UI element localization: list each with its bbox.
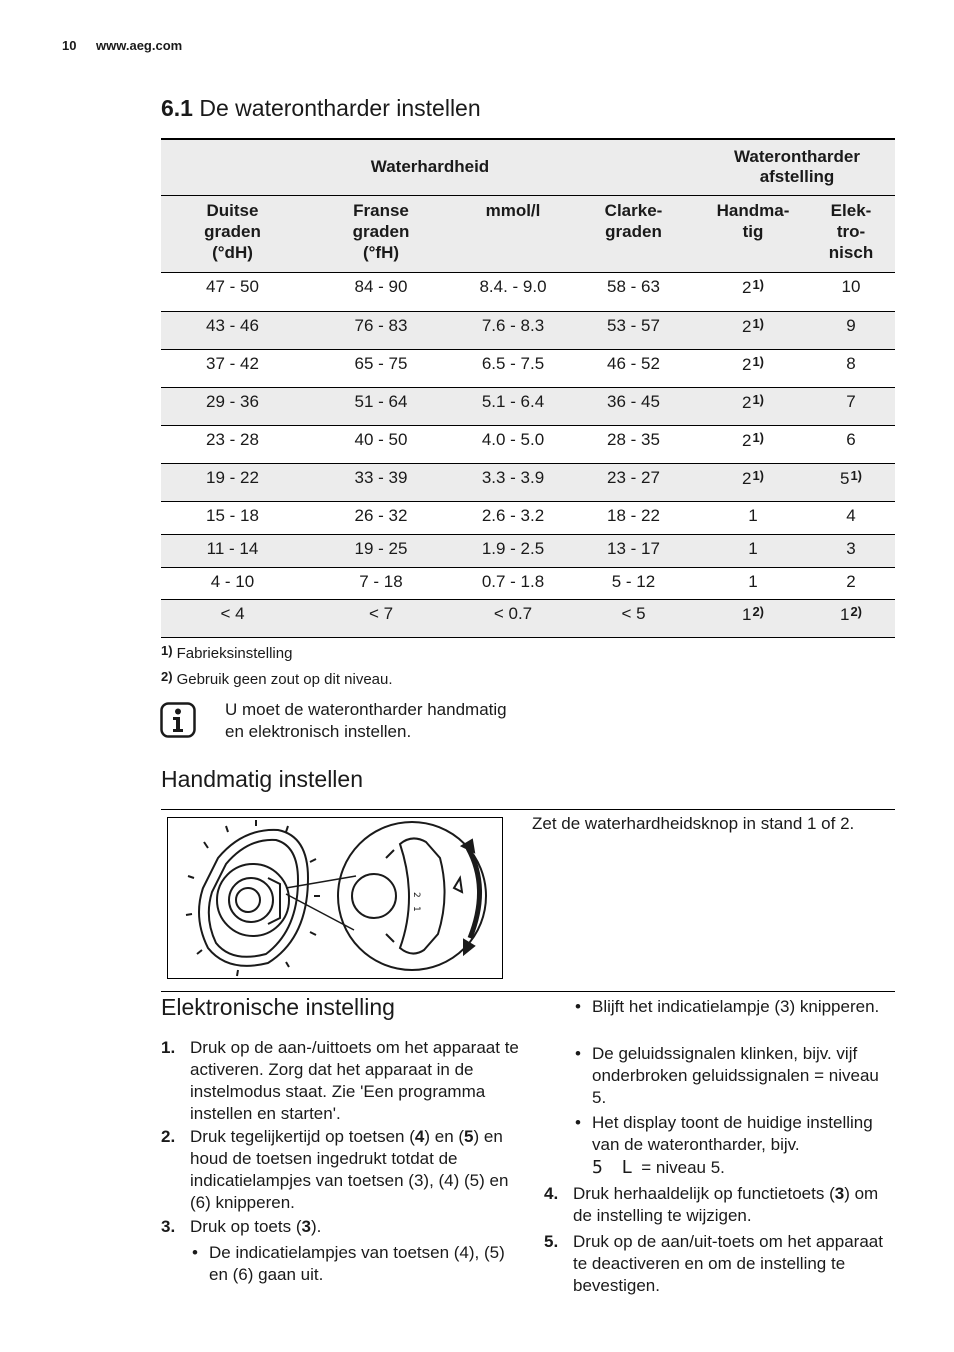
cell-dh (161, 272, 304, 311)
svg-text:1: 1 (411, 906, 421, 912)
cell-value: 5 - 12 (611, 571, 656, 591)
cell-value: 43 - 46 (206, 315, 259, 335)
key-ref: 5 (464, 1127, 474, 1146)
cell-handmatig (699, 311, 807, 349)
bullet-text: De geluidssignalen klinken, bijv. vijf onderbroken geluidssignalen = niveau 5. (592, 1044, 879, 1107)
cell-dh (161, 387, 304, 425)
table-row (161, 463, 895, 501)
cell-value: 4 (846, 505, 856, 525)
cell-value: 19 - 25 (354, 538, 408, 558)
cell-mmol (458, 349, 568, 387)
cell-elektronisch (807, 311, 895, 349)
key-ref: 3 (301, 1217, 311, 1236)
step-1-text: Druk op de aan-/uittoets om het apparaat te activeren. Zorg dat het apparaat in de instelmodus staat. Zie 'Een programma instellen en starten'. (190, 1038, 519, 1123)
softener-dial-illustration (167, 817, 503, 979)
cell-value: 11 - 14 (206, 538, 259, 558)
cell-value: 1.9 - 2.5 (481, 538, 545, 558)
group-header-afstelling: Waterontharder afstelling (699, 139, 895, 195)
cell-elektronisch (807, 272, 895, 311)
section-title (161, 95, 481, 122)
step-text: ) en houd de toetsen ingedrukt totdat de indicatielampjes van toetsen (3), (4) (5) en (6) knipperen. (190, 1127, 509, 1212)
footnote-ref: 1) (752, 429, 765, 445)
cell-clarke (568, 567, 699, 599)
cell-dh (161, 349, 304, 387)
cell-handmatig (699, 567, 807, 599)
display-example (592, 1157, 892, 1179)
cell-dh (161, 567, 304, 599)
cell-value: 7 (846, 391, 856, 411)
cell-handmatig (699, 349, 807, 387)
cell-handmatig (699, 599, 807, 637)
cell-value: 2 (846, 571, 856, 591)
cell-fh (304, 463, 458, 501)
cell-value: 23 - 27 (607, 467, 660, 487)
cell-mmol (458, 534, 568, 567)
section-number: 6.1 (161, 95, 193, 121)
cell-value: 40 - 50 (354, 429, 408, 449)
cell-value: 2 (741, 316, 752, 336)
cell-value: 9 (846, 315, 856, 335)
cell-value: 1 (741, 604, 752, 624)
site-url: www.aeg.com (96, 38, 183, 53)
col-header-dh: Duitse graden (°dH) (161, 195, 304, 272)
cell-mmol (458, 463, 568, 501)
cell-value: 2.6 - 3.2 (481, 505, 545, 525)
col-header-clarke: Clarke- graden (568, 195, 699, 272)
cell-value: 3.3 - 3.9 (481, 467, 545, 487)
cell-value: 58 - 63 (607, 276, 660, 296)
cell-value: 26 - 32 (354, 505, 408, 525)
section-title-text: De waterontharder instellen (199, 95, 481, 121)
cell-value: 36 - 45 (607, 391, 660, 411)
cell-fh (304, 501, 458, 534)
cell-value: < 0.7 (493, 603, 533, 623)
cell-value: 7 - 18 (359, 571, 403, 591)
cell-fh (304, 349, 458, 387)
table-row (161, 599, 895, 637)
cell-value: 10 (841, 276, 861, 296)
cell-value: 1 (748, 505, 758, 525)
footnote-2 (161, 669, 393, 688)
bullet-dot: • (575, 1113, 581, 1132)
cell-value: < 5 (621, 603, 646, 623)
cell-value: 2 (741, 468, 752, 488)
dial-drawing (168, 818, 502, 978)
step-text: Druk herhaaldelijk op functietoets ( (573, 1184, 835, 1203)
cell-elektronisch (807, 425, 895, 463)
cell-value: 5 (839, 468, 850, 488)
info-icon (160, 702, 196, 738)
group-header-waterhardheid: Waterhardheid (161, 139, 699, 195)
cell-clarke (568, 599, 699, 637)
step-text: Druk op toets ( (190, 1217, 302, 1236)
table-row (161, 311, 895, 349)
cell-handmatig (699, 501, 807, 534)
cell-value: 51 - 64 (354, 391, 408, 411)
cell-fh (304, 272, 458, 311)
table-row (161, 425, 895, 463)
cell-elektronisch (807, 501, 895, 534)
bullet-dot: • (575, 997, 581, 1016)
cell-dh (161, 599, 304, 637)
cell-dh (161, 534, 304, 567)
col-header-elektronisch: Elek- tro- nisch (807, 195, 895, 272)
cell-mmol (458, 501, 568, 534)
cell-value: 4.0 - 5.0 (481, 429, 545, 449)
cell-clarke (568, 349, 699, 387)
step-number: 5. (544, 1232, 559, 1251)
cell-value: 1 (748, 538, 758, 558)
bullet-dot: • (192, 1243, 198, 1262)
cell-value: 13 - 17 (607, 538, 660, 558)
key-ref: 4 (414, 1127, 425, 1146)
cell-value: 6.5 - 7.5 (481, 353, 545, 373)
cell-value: 29 - 36 (206, 391, 259, 411)
step-text: Druk tegelijkertijd op toetsen ( (190, 1127, 415, 1146)
cell-value: 33 - 39 (354, 467, 408, 487)
cell-handmatig (699, 425, 807, 463)
bullet-text: Blijft het indicatielampje (3) knipperen. (592, 997, 880, 1016)
cell-mmol (458, 272, 568, 311)
step-text: ) om de instelling te wijzigen. (573, 1184, 879, 1225)
footnote-mark: 2) (161, 669, 173, 684)
footnote-ref: 2) (752, 603, 765, 619)
cell-elektronisch (807, 463, 895, 501)
bullet-dot: • (575, 1044, 581, 1063)
cell-fh (304, 387, 458, 425)
step-text: ). (310, 1217, 322, 1236)
cell-clarke (568, 272, 699, 311)
footnote-ref: 1) (752, 467, 765, 483)
cell-dh (161, 463, 304, 501)
cell-fh (304, 311, 458, 349)
cell-mmol (458, 387, 568, 425)
cell-dh (161, 311, 304, 349)
table-body (161, 272, 895, 637)
page-number: 10 (62, 38, 77, 53)
display-code: 5 L (592, 1157, 637, 1178)
cell-clarke (568, 501, 699, 534)
cell-value: 0.7 - 1.8 (481, 571, 545, 591)
bullet-text: De indicatielampjes van toetsen (4), (5) en (6) gaan uit. (209, 1243, 505, 1284)
cell-value: 28 - 35 (607, 429, 660, 449)
cell-dh (161, 501, 304, 534)
cell-value: 5.1 - 6.4 (481, 391, 545, 411)
cell-mmol (458, 311, 568, 349)
table-row (161, 534, 895, 567)
step-2-text (190, 1126, 520, 1214)
water-hardness-table (161, 138, 895, 638)
svg-text:2: 2 (411, 892, 421, 898)
cell-elektronisch (807, 567, 895, 599)
cell-elektronisch (807, 349, 895, 387)
table-row (161, 349, 895, 387)
cell-clarke (568, 387, 699, 425)
cell-fh (304, 567, 458, 599)
table-row (161, 567, 895, 599)
cell-mmol (458, 599, 568, 637)
table-row (161, 387, 895, 425)
cell-elektronisch (807, 387, 895, 425)
step-number: 1. (161, 1038, 176, 1057)
cell-value: 1 (839, 604, 850, 624)
cell-fh (304, 599, 458, 637)
step-number: 2. (161, 1127, 176, 1146)
cell-mmol (458, 425, 568, 463)
cell-value: 2 (741, 354, 752, 374)
cell-fh (304, 534, 458, 567)
footnote-text: Gebruik geen zout op dit niveau. (176, 671, 393, 688)
footnote-ref: 1) (850, 467, 863, 483)
manual-instruction: Zet de waterhardheidsknop in stand 1 of 2. (532, 814, 855, 833)
footnote-mark: 1) (161, 643, 173, 658)
key-ref: 3 (834, 1184, 845, 1203)
cell-fh (304, 425, 458, 463)
cell-handmatig (699, 272, 807, 311)
cell-handmatig (699, 387, 807, 425)
bullet-text: Het display toont de huidige instelling van de waterontharder, bijv. (592, 1113, 873, 1154)
footnote-ref: 1) (752, 315, 765, 331)
cell-value: 2 (741, 392, 752, 412)
divider (161, 809, 895, 810)
cell-value: 53 - 57 (607, 315, 660, 335)
cell-value: 1 (748, 571, 758, 591)
cell-elektronisch (807, 599, 895, 637)
cell-value: 76 - 83 (354, 315, 408, 335)
cell-clarke (568, 463, 699, 501)
cell-value: 6 (846, 429, 856, 449)
display-suffix: = niveau 5. (641, 1158, 725, 1177)
cell-value: 18 - 22 (607, 505, 660, 525)
cell-value: 2 (741, 430, 752, 450)
cell-handmatig (699, 534, 807, 567)
step-number: 4. (544, 1184, 559, 1203)
table-row (161, 272, 895, 311)
cell-value: 47 - 50 (206, 276, 259, 296)
cell-value: 46 - 52 (607, 353, 660, 373)
electronic-heading: Elektronische instelling (161, 994, 395, 1020)
cell-value: 84 - 90 (354, 276, 408, 296)
footnote-1 (161, 643, 292, 662)
cell-value: 15 - 18 (206, 505, 259, 525)
step-number: 3. (161, 1217, 176, 1236)
cell-value: 19 - 22 (206, 467, 259, 487)
cell-clarke (568, 311, 699, 349)
cell-value: 8 (846, 353, 856, 373)
cell-clarke (568, 425, 699, 463)
cell-value: 65 - 75 (354, 353, 408, 373)
cell-value: 7.6 - 8.3 (481, 315, 545, 335)
step-text: ) en ( (424, 1127, 465, 1146)
step-4-text (573, 1183, 898, 1227)
footnote-ref: 1) (752, 353, 765, 369)
cell-value: < 4 (220, 603, 245, 623)
footnote-ref: 2) (850, 603, 863, 619)
cell-handmatig (699, 463, 807, 501)
cell-mmol (458, 567, 568, 599)
col-header-mmol: mmol/l (458, 195, 568, 272)
manual-heading: Handmatig instellen (161, 766, 364, 792)
cell-elektronisch (807, 534, 895, 567)
footnote-ref: 1) (752, 391, 765, 407)
col-header-handmatig: Handma- tig (699, 195, 807, 272)
cell-dh (161, 425, 304, 463)
footnote-ref: 1) (752, 276, 765, 292)
divider (161, 991, 895, 992)
cell-clarke (568, 534, 699, 567)
cell-value: 37 - 42 (206, 353, 259, 373)
step-3-text (190, 1216, 520, 1238)
cell-value: 8.4. - 9.0 (479, 276, 547, 296)
footnote-text: Fabrieksinstelling (176, 645, 293, 662)
cell-value: 4 - 10 (210, 571, 255, 591)
step-5-text: Druk op de aan/uit-toets om het apparaat te deactiveren en om de instelling te bevestigen. (573, 1232, 883, 1295)
cell-value: 3 (846, 538, 856, 558)
cell-value: 2 (741, 277, 752, 297)
col-header-fh: Franse graden (°fH) (304, 195, 458, 272)
table-row (161, 501, 895, 534)
info-note: U moet de waterontharder handmatig en elektronisch instellen. (225, 700, 507, 741)
cell-value: < 7 (368, 603, 394, 623)
cell-value: 23 - 28 (206, 429, 259, 449)
